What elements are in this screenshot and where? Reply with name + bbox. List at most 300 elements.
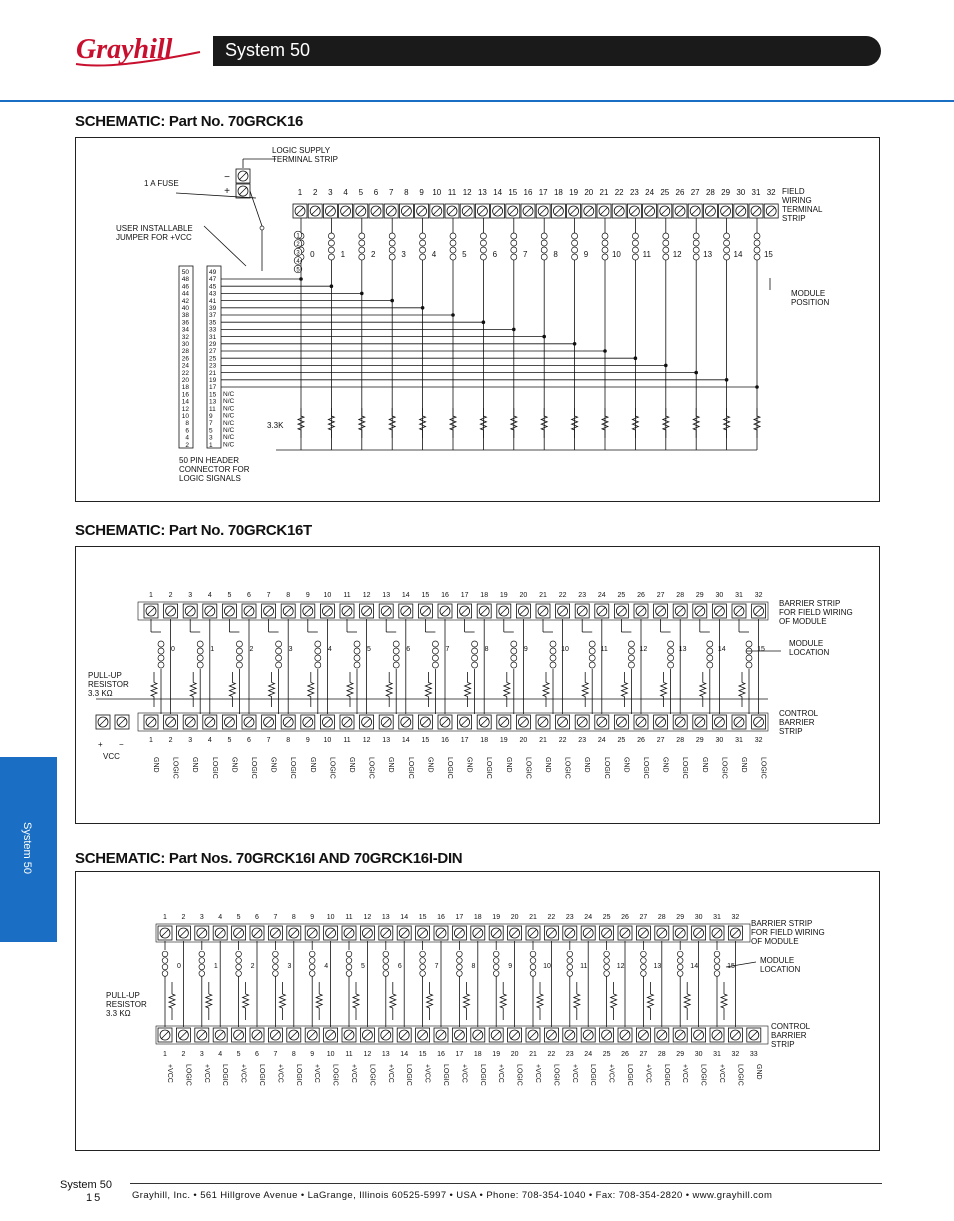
control-pin-number: 4 (218, 1051, 223, 1058)
control-pin-number: 11 (343, 737, 351, 744)
module-pin (236, 648, 242, 654)
control-pin-number: 17 (460, 737, 469, 744)
module-number: 1 (340, 250, 346, 259)
terminal-pin-number: 29 (721, 188, 731, 197)
control-pin-number: 14 (400, 1051, 409, 1058)
barrier-pin-number: 9 (305, 592, 310, 599)
control-pin-number: 6 (247, 737, 251, 744)
module-pin (628, 648, 634, 654)
module-pin (480, 233, 486, 239)
module-number: 2 (250, 963, 255, 970)
module-number: 0 (171, 646, 175, 653)
header-rule (0, 100, 954, 102)
control-pin-number: 1 (163, 1051, 167, 1058)
module-pin (589, 648, 595, 654)
terminal-pin-number: 16 (523, 188, 533, 197)
header-pin-odd: 11 (209, 405, 216, 413)
module-pin (511, 655, 517, 661)
module-pin (309, 951, 315, 957)
terminal-pin-number: 30 (736, 188, 746, 197)
control-pin-number: 20 (510, 1051, 519, 1058)
module-pin (276, 641, 282, 647)
module-pin (602, 254, 608, 260)
pullup-resistor (450, 416, 456, 430)
pullup-resistor (328, 416, 334, 430)
header-connector-label: 50 PIN HEADER CONNECTOR FOR LOGIC SIGNALS (179, 456, 250, 483)
section-title-3: SCHEMATIC: Part Nos. 70GRCK16I AND 70GRCK16I-DIN (75, 850, 463, 867)
module-pin (572, 247, 578, 253)
header-pin-odd: 5 (209, 427, 213, 435)
control-pin-function: +VCC (607, 1064, 615, 1083)
module-pin (420, 958, 426, 964)
barrier-pin-number: 9 (310, 914, 315, 921)
module-number: 8 (484, 646, 489, 653)
header-pin-even: 6 (185, 427, 189, 435)
control-pin-function: LOGIC (289, 757, 297, 779)
module-pin (511, 233, 517, 239)
control-pin-number: 5 (227, 737, 232, 744)
module-pin (668, 648, 674, 654)
module-pin (197, 648, 203, 654)
module-pin (550, 648, 556, 654)
module-pin (677, 964, 683, 970)
barrier-pin-number: 6 (247, 592, 251, 599)
control-pin-number: 7 (266, 737, 271, 744)
module-pin (707, 648, 713, 654)
module-pin (197, 662, 203, 668)
control-pin-function: LOGIC (405, 1064, 413, 1086)
control-pin-number: 21 (539, 737, 547, 744)
barrier-pin-number: 8 (286, 592, 291, 599)
control-pin-function: GND (622, 757, 630, 773)
module-pin (663, 247, 669, 253)
control-pin-function: LOGIC (210, 757, 218, 779)
header-pin-odd: 39 (209, 305, 217, 312)
control-pin-function: LOGIC (552, 1064, 560, 1086)
control-pin-number: 24 (597, 737, 606, 744)
module-pin (162, 951, 168, 957)
module-pin (632, 247, 638, 253)
pullup-resistor (739, 683, 745, 697)
terminal-pin-number: 13 (477, 188, 487, 197)
header-nc: N/C (223, 398, 235, 406)
control-pin-number: 25 (617, 737, 626, 744)
header-pin-odd: 13 (209, 398, 217, 406)
module-pin (693, 233, 699, 239)
module-pin (309, 958, 315, 964)
module-number: 9 (583, 250, 589, 259)
vcc-plus: + (98, 740, 103, 749)
control-strip-label: CONTROL BARRIER STRIP (771, 1022, 811, 1049)
barrier-pin-number: 4 (218, 914, 223, 921)
module-pin (346, 958, 352, 964)
control-pin-number: 15 (421, 737, 430, 744)
control-pin-number: 6 (255, 1051, 259, 1058)
module-pin (550, 662, 556, 668)
control-pin-number: 19 (499, 737, 508, 744)
terminal-pin-number: 18 (553, 188, 563, 197)
terminal-pin-number: 2 (312, 188, 318, 197)
terminal-pin-number: 10 (432, 188, 442, 197)
barrier-pin-number: 2 (181, 914, 186, 921)
control-pin-number: 25 (602, 1051, 611, 1058)
pullup-resistor (316, 994, 322, 1008)
barrier-pin-number: 20 (519, 592, 528, 599)
module-pin (273, 958, 279, 964)
footer-address: Grayhill, Inc. • 561 Hillgrove Avenue • LaGrange, Illinois 60525-5997 • USA • Phone: 708-354-1040 • Fax: 708-354-2820 • www.grayhill.com (132, 1190, 773, 1201)
module-pin (158, 641, 164, 647)
barrier-pin-number: 26 (637, 592, 645, 599)
header-pin-odd: 31 (209, 333, 217, 341)
control-pin-number: 26 (637, 737, 645, 744)
header-pin-even: 12 (181, 405, 189, 413)
control-pin-number: 19 (492, 1051, 501, 1058)
control-pin-number: 31 (735, 737, 743, 744)
terminal-pin-number: 5 (358, 188, 364, 197)
module-pin (236, 964, 242, 970)
control-pin-number: 9 (305, 737, 310, 744)
barrier-pin-number: 19 (499, 592, 508, 599)
control-pin-number: 33 (749, 1051, 758, 1058)
header-pin-even: 16 (181, 391, 189, 399)
module-pin (567, 958, 573, 964)
pullup-resistor (420, 416, 426, 430)
module-pin (677, 958, 683, 964)
module-number: 14 (717, 646, 726, 653)
control-pin-number: 16 (441, 737, 449, 744)
terminal-pin-number: 6 (373, 188, 379, 197)
control-pin-number: 32 (754, 737, 763, 744)
barrier-pin-number: 30 (694, 914, 703, 921)
module-pin (541, 233, 547, 239)
module-pin (530, 951, 536, 957)
barrier-pin-number: 32 (754, 592, 763, 599)
pullup-resistor (721, 994, 727, 1008)
terminal-pin-number: 21 (599, 188, 609, 197)
header-pin-even: 2 (185, 441, 189, 449)
control-pin-function: LOGIC (626, 1064, 633, 1086)
header-pin-even: 28 (181, 348, 189, 356)
schematic-70grck16 (75, 137, 880, 502)
module-pin (315, 662, 321, 668)
barrier-pin-number: 31 (735, 592, 743, 599)
control-pin-function: GND (740, 757, 747, 773)
module-pin (354, 641, 360, 647)
pullup-resistor (724, 416, 730, 430)
control-pin-function: LOGIC (258, 1064, 265, 1086)
pullup-resistor (480, 416, 486, 430)
field-wiring-label: FIELD WIRING TERMINAL STRIP (782, 187, 823, 223)
pullup-resistor (243, 994, 249, 1008)
barrier-pin-number: 25 (617, 592, 626, 599)
module-pin (359, 254, 365, 260)
terminal-pin-number: 26 (675, 188, 685, 197)
module-pin (315, 648, 321, 654)
barrier-pin-number: 28 (676, 592, 685, 599)
header-pin-odd: 15 (209, 391, 217, 399)
module-pin (641, 971, 647, 977)
control-pin-number: 20 (519, 737, 528, 744)
module-pin (628, 641, 634, 647)
header-pin-even: 4 (185, 434, 189, 442)
barrier-pin-number: 27 (639, 914, 648, 921)
module-pin (359, 247, 365, 253)
module-location-label: MODULE LOCATION (789, 639, 830, 657)
control-pin-function: +VCC (313, 1064, 321, 1083)
control-pin-number: 16 (437, 1051, 445, 1058)
control-pin-function: GND (583, 757, 591, 773)
module-pin (572, 254, 578, 260)
barrier-pin-number: 31 (713, 914, 721, 921)
circled-number-text: 5 (296, 267, 300, 274)
control-pin-function: LOGIC (406, 757, 414, 779)
pullup-resistor (353, 994, 359, 1008)
header-pin-odd: 41 (209, 297, 217, 305)
barrier-pin-number: 14 (401, 592, 410, 599)
module-pin (693, 240, 699, 246)
control-pin-number: 2 (168, 737, 173, 744)
control-pin-number: 28 (676, 737, 685, 744)
pullup-resistor (700, 683, 706, 697)
barrier-pin-number: 21 (529, 914, 537, 921)
pullup-resistor (500, 994, 506, 1008)
control-pin-function: GND (544, 757, 551, 773)
header-nc: N/C (223, 434, 235, 442)
module-number: 8 (471, 963, 476, 970)
module-pin (420, 964, 426, 970)
pullup-resistor (463, 994, 469, 1008)
module-pin (158, 655, 164, 661)
module-pin (602, 233, 608, 239)
control-pin-function: +VCC (423, 1064, 431, 1083)
barrier-pin-number: 25 (602, 914, 611, 921)
control-pin-function: LOGIC (720, 757, 728, 779)
module-pin (276, 655, 282, 661)
barrier-pin-number: 1 (163, 914, 167, 921)
terminal-pin-number: 14 (493, 188, 503, 197)
module-number: 15 (763, 250, 773, 259)
barrier-pin-number: 10 (326, 914, 335, 921)
module-pin (420, 971, 426, 977)
module-pin (746, 662, 752, 668)
control-pin-number: 10 (323, 737, 332, 744)
terminal-pin-number: 31 (751, 188, 761, 197)
pullup-resistor (537, 994, 543, 1008)
control-pin-function: LOGIC (221, 1064, 229, 1086)
module-number: 6 (492, 250, 498, 259)
module-pin (604, 951, 610, 957)
barrier-pin-number: 27 (656, 592, 665, 599)
module-pin (567, 951, 573, 957)
jumper-point (260, 226, 264, 230)
control-pin-number: 9 (310, 1051, 315, 1058)
module-pin (354, 648, 360, 654)
pullup-resistor (427, 994, 433, 1008)
module-pin (393, 662, 399, 668)
module-pin (541, 240, 547, 246)
module-pin (754, 233, 760, 239)
module-number: 1 (213, 963, 218, 970)
schematic-70grck16t (75, 546, 880, 824)
module-pin (480, 247, 486, 253)
module-pin (359, 233, 365, 239)
barrier-pin-number: 12 (363, 914, 372, 921)
pullup-resistor (389, 416, 395, 430)
module-pin (724, 233, 730, 239)
terminal-pin-number: 19 (569, 188, 579, 197)
module-pin (589, 662, 595, 668)
pullup-resistor (504, 683, 510, 697)
module-number: 13 (678, 646, 687, 653)
module-number: 7 (445, 646, 450, 653)
header-pin-odd: 19 (209, 377, 217, 384)
logic-supply-label: LOGIC SUPPLY TERMINAL STRIP (272, 146, 338, 164)
module-pin (754, 247, 760, 253)
module-pin (472, 641, 478, 647)
control-pin-function: GND (230, 757, 238, 773)
barrier-pin-number: 19 (492, 914, 501, 921)
barrier-pin-number: 32 (731, 914, 740, 921)
barrier-pin-number: 17 (455, 914, 464, 921)
control-pin-function: LOGIC (589, 1064, 597, 1086)
control-pin-function: GND (504, 757, 512, 773)
module-pin (273, 964, 279, 970)
pullup-resistor (279, 994, 285, 1008)
module-pin (604, 958, 610, 964)
control-pin-number: 8 (291, 1051, 296, 1058)
control-pin-function: LOGIC (736, 1064, 744, 1086)
barrier-pin-number: 21 (539, 592, 547, 599)
module-pin (389, 233, 395, 239)
control-pin-function: LOGIC (515, 1064, 523, 1086)
module-number: 6 (406, 646, 411, 653)
header-pin-even: 10 (181, 413, 189, 420)
header-nc: N/C (223, 427, 235, 434)
module-pin (693, 254, 699, 260)
module-number: 4 (324, 963, 329, 970)
module-pin (450, 254, 456, 260)
terminal-pin-number: 11 (447, 188, 457, 197)
module-pin (236, 655, 242, 661)
header-pin-odd: 3 (209, 434, 213, 442)
module-pin (641, 958, 647, 964)
control-pin-function: GND (152, 757, 159, 773)
header-pin-even: 44 (181, 290, 189, 298)
module-pin (162, 958, 168, 964)
schematic-70grck16i (75, 871, 880, 1151)
header-pin-odd: 43 (209, 290, 217, 298)
module-number: 2 (370, 250, 376, 259)
module-pin (511, 247, 517, 253)
vcc-label: VCC (103, 752, 120, 761)
pullup-resistor (754, 416, 760, 430)
module-number: 10 (543, 963, 551, 970)
module-pin (641, 964, 647, 970)
control-pin-number: 31 (713, 1051, 721, 1058)
header-pin-even: 26 (181, 355, 189, 363)
module-number: 13 (653, 963, 662, 970)
module-pin (724, 240, 730, 246)
module-pin (309, 964, 315, 970)
barrier-pin-number: 16 (441, 592, 449, 599)
module-pin (628, 655, 634, 661)
control-pin-number: 3 (188, 737, 193, 744)
module-pin (389, 254, 395, 260)
section-title-2: SCHEMATIC: Part No. 70GRCK16T (75, 522, 312, 539)
module-pin (541, 254, 547, 260)
control-pin-function: LOGIC (250, 757, 257, 779)
barrier-pin-number: 7 (266, 592, 271, 599)
header-pin-odd: 17 (209, 384, 217, 392)
module-number: 11 (642, 250, 651, 259)
module-number: 11 (600, 646, 608, 653)
terminal-pin-number: 22 (614, 188, 624, 197)
module-pin (472, 662, 478, 668)
module-pin (457, 964, 463, 970)
module-pin (309, 971, 315, 977)
barrier-pin-number: 30 (715, 592, 724, 599)
barrier-pin-number: 28 (657, 914, 666, 921)
supply-minus-sign: − (224, 172, 230, 183)
module-pin (383, 964, 389, 970)
control-pin-function: LOGIC (442, 1064, 449, 1086)
pullup-resistor (693, 416, 699, 430)
header-pin-even: 46 (181, 283, 189, 291)
module-pin (714, 951, 720, 957)
control-pin-number: 12 (362, 737, 371, 744)
pullup-resistor (390, 994, 396, 1008)
barrier-pin-number: 29 (676, 914, 685, 921)
control-pin-function: LOGIC (485, 757, 493, 779)
control-pin-number: 3 (199, 1051, 204, 1058)
module-pin (432, 655, 438, 661)
module-pin (541, 247, 547, 253)
pullup-resistor (602, 416, 608, 430)
module-number: 10 (611, 250, 621, 259)
header-pin-odd: 23 (209, 362, 217, 370)
module-pin (199, 964, 205, 970)
pullup-resistor (347, 683, 353, 697)
control-pin-number: 4 (207, 737, 212, 744)
control-pin-function: GND (426, 757, 434, 773)
control-pin-number: 7 (273, 1051, 278, 1058)
module-pin (457, 951, 463, 957)
control-pin-function: +VCC (276, 1064, 284, 1083)
header-pin-even: 48 (181, 276, 189, 284)
barrier-pin-number: 12 (362, 592, 371, 599)
control-pin-number: 21 (529, 1051, 537, 1058)
module-pin (746, 655, 752, 661)
control-pin-function: GND (387, 757, 395, 773)
module-pin (450, 233, 456, 239)
module-pin (315, 655, 321, 661)
module-pin (432, 662, 438, 668)
module-pin (550, 655, 556, 661)
pullup-resistor (308, 683, 314, 697)
control-pin-function: LOGIC (602, 757, 610, 779)
control-pin-number: 29 (695, 737, 704, 744)
module-pin (359, 240, 365, 246)
module-pin (530, 964, 536, 970)
control-pin-function: LOGIC (328, 757, 336, 779)
jumper-leader (204, 226, 246, 266)
header-pin-even: 20 (181, 377, 189, 384)
terminal-pin-number: 20 (584, 188, 594, 197)
module-number: 15 (757, 646, 765, 653)
barrier-pin-number: 7 (273, 914, 278, 921)
module-pin (493, 951, 499, 957)
circled-number-text: 1 (296, 233, 300, 240)
